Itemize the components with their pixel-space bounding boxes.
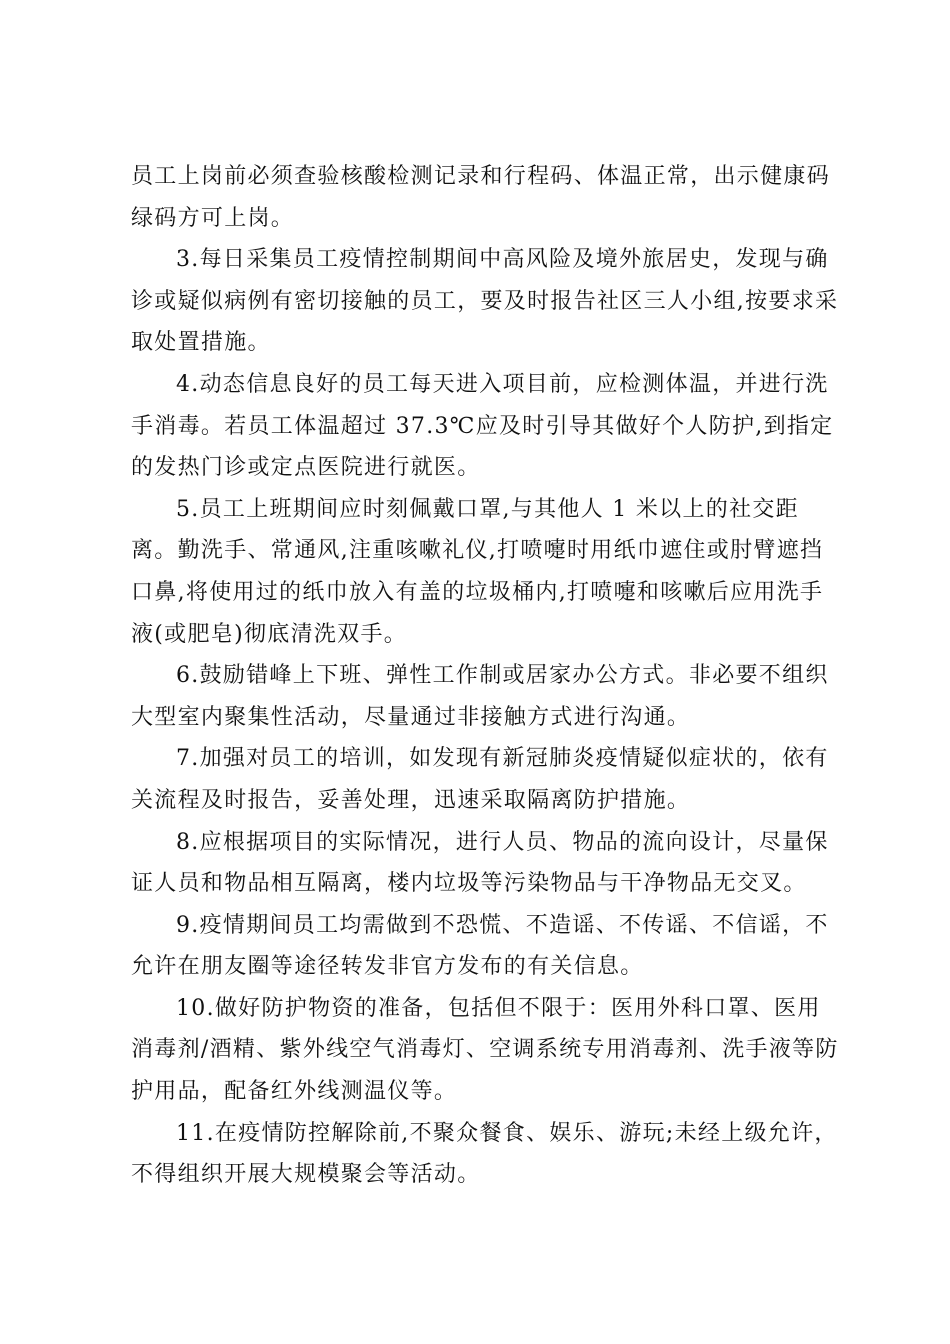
paragraph-item-3: 3.每日采集员工疫情控制期间中高风险及境外旅居史，发现与确诊或疑似病例有密切接触的员工，要及时报告社区三人小组,按要求采取处置措施。 <box>131 247 839 356</box>
paragraph-item-10: 10.做好防护物资的准备，包括但不限于：医用外科口罩、医用消毒剂/酒精、紫外线空气消毒灯、空调系统专用消毒剂、洗手液等防护用品，配备红外线测温仪等。 <box>131 995 839 1105</box>
paragraph-item-5: 5.员工上班期间应时刻佩戴口罩,与其他人 1 米以上的社交距离。勤洗手、常通风,注重咳嗽礼仪,打喷嚏时用纸巾遮住或肘臂遮挡口鼻,将使用过的纸巾放入有盖的垃圾桶内,打喷嚏和咳嗽后应用洗手液(或肥皂)彻底清洗双手。 <box>131 496 824 647</box>
paragraph-item-8: 8.应根据项目的实际情况，进行人员、物品的流向设计，尽量保证人员和物品相互隔离，楼内垃圾等污染物品与干净物品无交叉。 <box>131 829 829 897</box>
paragraph-item-11: 11.在疫情防控解除前,不聚众餐食、娱乐、游玩;未经上级允许，不得组织开展大规模聚会等活动。 <box>131 1120 838 1188</box>
paragraph-item-4: 4.动态信息良好的员工每天进入项目前，应检测体温，并进行洗手消毒。若员工体温超过 37.3℃应及时引导其做好个人防护,到指定的发热门诊或定点医院进行就医。 <box>131 371 834 481</box>
paragraph-continuation: 员工上岗前必须查验核酸检测记录和行程码、体温正常，出示健康码绿码方可上岗。 <box>131 164 831 231</box>
document-body <box>131 156 843 1196</box>
paragraph-item-6: 6.鼓励错峰上下班、弹性工作制或居家办公方式。非必要不组织大型室内聚集性活动，尽量通过非接触方式进行沟通。 <box>131 663 829 730</box>
paragraph-item-9: 9.疫情期间员工均需做到不恐慌、不造谣、不传谣、不信谣，不允许在朋友圈等途径转发非官方发布的有关信息。 <box>131 912 829 980</box>
paragraph-item-7: 7.加强对员工的培训，如发现有新冠肺炎疫情疑似症状的，依有关流程及时报告，妥善处理，迅速采取隔离防护措施。 <box>131 746 829 813</box>
